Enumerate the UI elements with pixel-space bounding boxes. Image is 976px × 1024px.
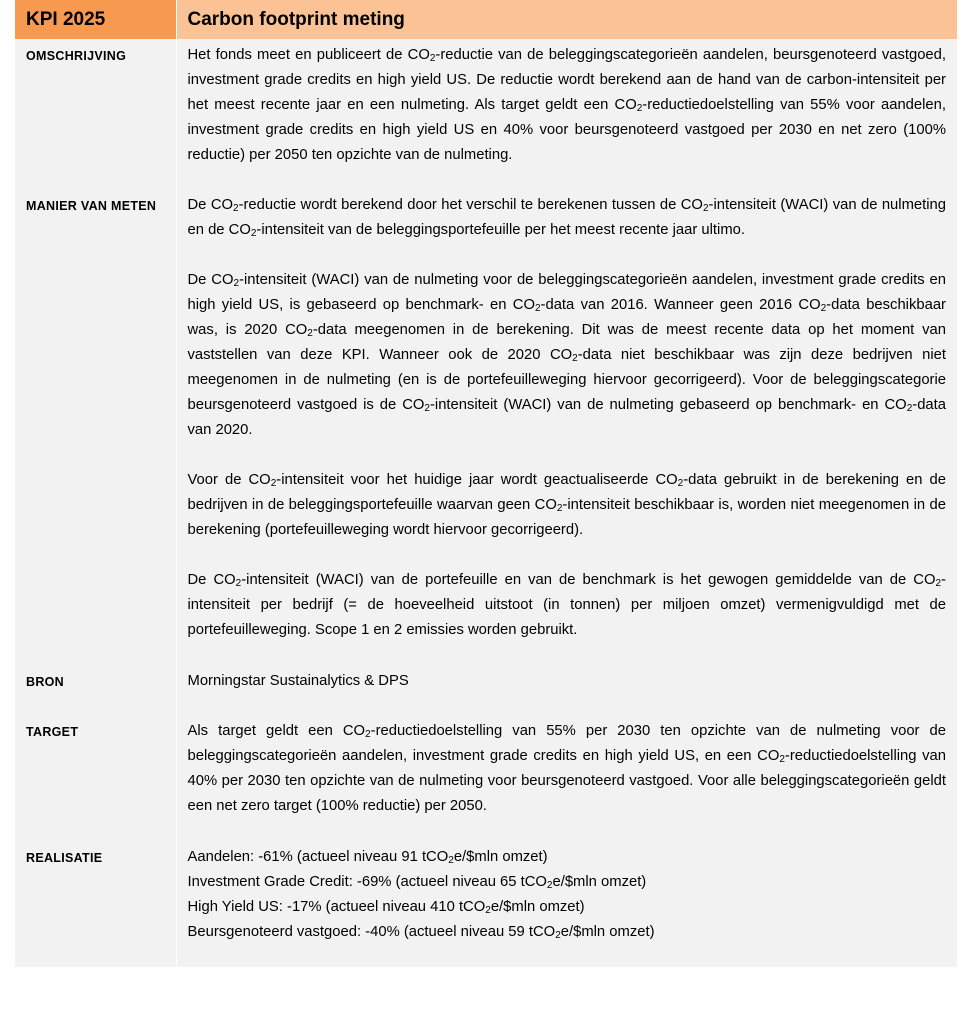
subscript-2: 2: [546, 880, 553, 891]
subscript-2: 2: [270, 478, 277, 489]
subscript-2: 2: [250, 228, 257, 239]
subscript-2: 2: [677, 478, 684, 489]
list-item: Aandelen: -61% (actueel niveau 91 tCO$_2$e/$mln omzet): [187, 849, 548, 866]
row-bron: [15, 665, 957, 715]
subscript-2: 2: [702, 203, 709, 214]
paragraph: De $CO_2$-intensiteit (WACI) van de nulmeting voor de beleggingscategorieën aandelen, investment grade credits en high yield US, is gebaseerd op benchmark- en $CO_2$-data van 2016. Wanneer geen 2016 $CO_2$-data beschikbaar was, is 2020 $CO_2$-data meegenomen in de berekening. Dit was de meest recente data op het moment van vaststellen van deze KPI. Wanneer ook de 2020 $CO_2$-data niet beschikbaar was zijn deze bedrijven niet meegenomen in de nulmeting (en is de portefeuilleweging hiervoor gecorrigeerd). Voor de beleggingscategorie beursgenoteerd vastgoed is de $CO_2$-intensiteit (WACI) van de nulmeting gebaseerd op benchmark- en $CO_2$-data van 2020.: [187, 272, 946, 438]
subscript-2: 2: [820, 303, 827, 314]
row-text: [176, 665, 957, 715]
subscript-2: 2: [307, 328, 313, 339]
row-text: [176, 39, 957, 189]
subscript-2: 2: [448, 855, 454, 866]
subscript-2: 2: [555, 930, 561, 941]
row-label: REALISATIE: [15, 841, 176, 967]
table-header-row: [15, 0, 957, 39]
row-label: MANIER VAN METEN: [15, 189, 176, 665]
subscript-2: 2: [556, 503, 563, 514]
row-omschrijving: [15, 39, 957, 189]
list-item: Beursgenoteerd vastgoed: -40% (actueel niveau 59 tCO$_2$e/$mln omzet): [187, 924, 655, 941]
subscript-2: 2: [233, 203, 239, 214]
subscript-2: 2: [779, 754, 785, 765]
paragraph: De $CO_2$-intensiteit (WACI) van de portefeuille en van de benchmark is het gewogen gemiddelde van de $CO_2$-intensiteit per bedrijf (= de hoeveelheid uitstoot (in tonnen) per miljoen omzet) vermenigvuldigd met de portefeuilleweging. Scope 1 en 2 emissies worden gebruikt.: [187, 572, 946, 638]
kpi-table: [15, 0, 957, 967]
row-label: BRON: [15, 665, 176, 715]
list-item: High Yield US: -17% (actueel niveau 410 tCO$_2$e/$mln omzet): [187, 899, 585, 916]
paragraph: Als target geldt een $CO_2$-reductiedoelstelling van 55% per 2030 ten opzichte van de nulmeting voor de beleggingscategorieën aandelen, investment grade credits en high yield US, en een $CO_2$-reductiedoelstelling van 40% per 2030 ten opzichte van de nulmeting voor beursgenoteerd vastgoed. Voor alle beleggingscategorieën geldt een net zero target (100% reductie) per 2050.: [187, 723, 946, 814]
kpi-label: KPI 2025: [15, 0, 176, 39]
subscript-2: 2: [429, 53, 436, 64]
subscript-2: 2: [935, 578, 942, 589]
row-label: TARGET: [15, 715, 176, 841]
row-text: [176, 715, 957, 841]
row-text: [176, 189, 957, 665]
page-title: Carbon footprint meting: [176, 0, 957, 39]
list-item: Investment Grade Credit: -69% (actueel niveau 65 tCO$_2$e/$mln omzet): [187, 874, 647, 891]
paragraph: Voor de $CO_2$-intensiteit voor het huidige jaar wordt geactualiseerde $CO_2$-data gebruikt in de berekening en de bedrijven in de beleggingsportefeuille waarvan geen $CO_2$-intensiteit beschikbaar is, worden niet meegenomen in de berekening (portefeuilleweging wordt hiervoor gecorrigeerd).: [187, 472, 946, 538]
subscript-2: 2: [906, 403, 913, 414]
subscript-2: 2: [233, 278, 240, 289]
subscript-2: 2: [485, 905, 491, 916]
source-text: Morningstar Sustainalytics & DPS: [187, 673, 409, 689]
subscript-2: 2: [534, 303, 541, 314]
subscript-2: 2: [365, 729, 371, 740]
row-text: [176, 841, 957, 967]
row-label: OMSCHRIJVING: [15, 39, 176, 189]
subscript-2: 2: [572, 353, 578, 364]
subscript-2: 2: [424, 403, 430, 414]
subscript-2: 2: [636, 103, 643, 114]
row-target: [15, 715, 957, 841]
subscript-2: 2: [235, 578, 242, 589]
row-realisatie: [15, 841, 957, 967]
paragraph: Het fonds meet en publiceert de $CO_2$-reductie van de beleggingscategorieën aandelen, beursgenoteerd vastgoed, investment grade credits en high yield US. De reductie wordt berekend aan de hand van de carbon-intensiteit per het meest recente jaar en een nulmeting. Als target geldt een $CO_2$-reductiedoelstelling van 55% voor aandelen, investment grade credits en high yield US en 40% voor beursgenoteerd vastgoed per 2030 en net zero (100% reductie) per 2050 ten opzichte van de nulmeting.: [187, 47, 947, 163]
paragraph: De $CO_2$-reductie wordt berekend door het verschil te berekenen tussen de $CO_2$-intensiteit (WACI) van de nulmeting en de $CO_2$-intensiteit van de beleggingsportefeuille per het meest recente jaar ultimo.: [187, 197, 946, 239]
row-manier-van-meten: [15, 189, 957, 665]
